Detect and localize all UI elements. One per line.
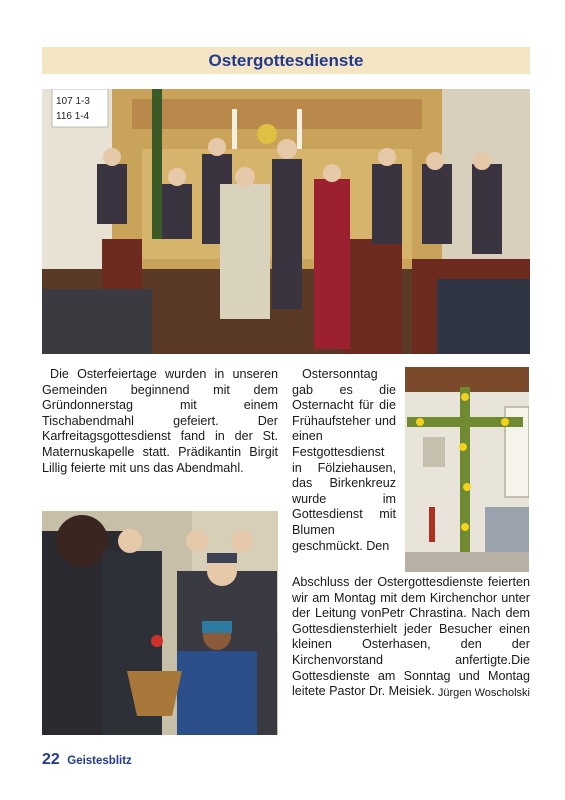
article-left-paragraph: Die Osterfeiertage wurden in unseren Gemeinden beginnend mit dem Gründonnerstag mit einem Tischabendmahl gefeiert. Der Karfreitagsgottesdienst fand in der St. Maternuskapelle statt. Prädikantin Birgit Lillig feierte mit uns das Abendmahl. [42, 367, 278, 475]
hymn-number-1: 107 1-3 [56, 96, 90, 107]
choir-photo [42, 89, 530, 354]
hymn-number-2: 116 1-4 [56, 111, 90, 122]
title-bar [42, 47, 530, 74]
page-footer [42, 751, 132, 769]
page-title: Ostergottesdienste [208, 50, 364, 70]
page-number: 22 [42, 751, 60, 768]
easter-bunny-photo [42, 511, 278, 735]
birch-cross-photo [405, 367, 529, 572]
article-author: Jürgen Woscholski [437, 687, 530, 700]
article-right-paragraph-continued: Abschluss der Ostergottesdienste feierten wir am Montag mit dem Kirchenchor unter der Leitung vonPetr Chrastina. Nach dem Gottesdiensterhielt jeder Besucher einen kleinen Osterhasen, den der Kirchenvorstand anfertigte.Die Gottesdienste am Sonntag und Montag leitete Pastor Dr. Meisiek. [292, 575, 530, 699]
publication-name: Geistesblitz [67, 755, 132, 767]
article-right-paragraph-bottom [292, 575, 530, 702]
article-right-paragraph-top: Ostersonntag gab es die Osternacht für die Frühaufsteher und einen Festgottesdienst in Fölziehausen, das Birkenkreuz wurde im Gottesdienst mit Blumen geschmückt. Den [292, 367, 396, 553]
